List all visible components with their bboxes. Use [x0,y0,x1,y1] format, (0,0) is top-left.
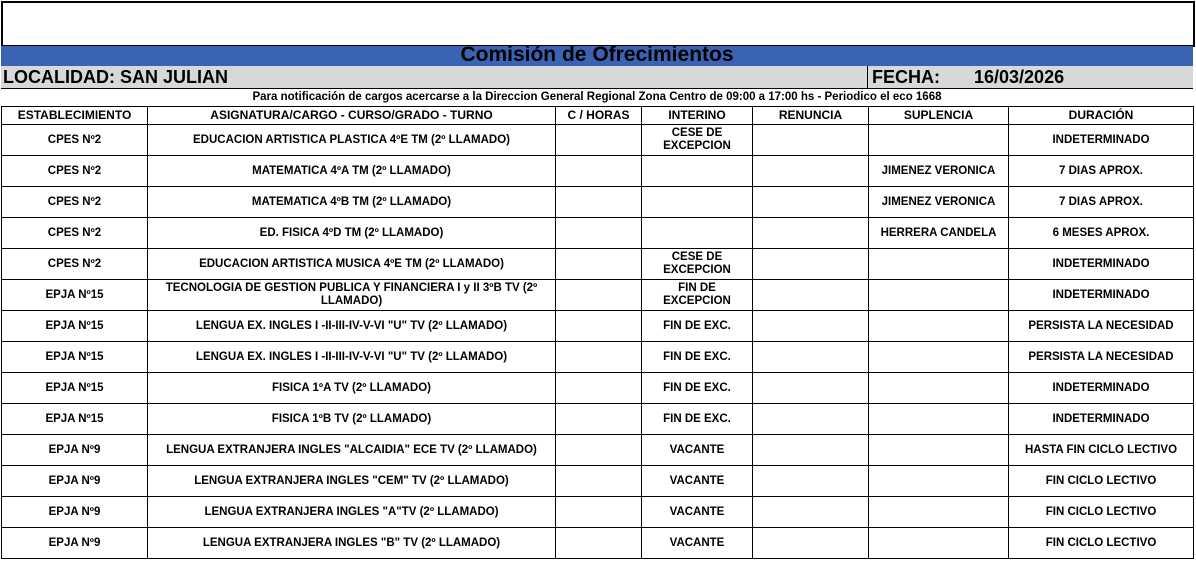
cell-duracion: PERSISTA LA NECESIDAD [1009,311,1194,342]
cell-establecimiento: EPJA Nº9 [2,497,148,528]
cell-suplencia [869,311,1009,342]
cell-interino: VACANTE [642,466,753,497]
table-row [2,342,1194,373]
col-header-renuncia: RENUNCIA [753,107,869,125]
cell-asignatura: EDUCACION ARTISTICA PLASTICA 4ºE TM (2º LLAMADO) [148,125,556,156]
cell-horas [556,373,642,404]
cell-establecimiento: EPJA Nº15 [2,280,148,311]
cell-asignatura: LENGUA EX. INGLES I -II-III-IV-V-VI "U" TV (2º LLAMADO) [148,311,556,342]
table-row [2,373,1194,404]
cell-asignatura: FISICA 1ºA TV (2º LLAMADO) [148,373,556,404]
cell-interino: CESE DE EXCEPCION [642,125,753,156]
cell-duracion: 7 DIAS APROX. [1009,187,1194,218]
cell-interino [642,156,753,187]
col-header-interino: INTERINO [642,107,753,125]
cell-suplencia [869,404,1009,435]
cell-asignatura: FISICA 1ºB TV (2º LLAMADO) [148,404,556,435]
cell-interino: FIN DE EXC. [642,373,753,404]
locality-label: LOCALIDAD: SAN JULIAN [3,67,228,87]
cell-renuncia [753,156,869,187]
cell-renuncia [753,311,869,342]
cell-duracion: FIN CICLO LECTIVO [1009,528,1194,559]
cell-asignatura: LENGUA EXTRANJERA INGLES "ALCAIDIA" ECE TV (2º LLAMADO) [148,435,556,466]
cell-duracion: INDETERMINADO [1009,125,1194,156]
cell-establecimiento: CPES Nº2 [2,249,148,280]
cell-horas [556,435,642,466]
cell-horas [556,187,642,218]
cell-horas [556,156,642,187]
cell-interino: VACANTE [642,528,753,559]
cell-duracion: 6 MESES APROX. [1009,218,1194,249]
cell-duracion: INDETERMINADO [1009,280,1194,311]
cell-interino: FIN DE EXCEPCION [642,280,753,311]
table-row [2,125,1194,156]
cell-asignatura: ED. FISICA 4ºD TM (2º LLAMADO) [148,218,556,249]
cell-asignatura: EDUCACION ARTISTICA MUSICA 4ºE TM (2º LLAMADO) [148,249,556,280]
table-row [2,435,1194,466]
cell-interino: VACANTE [642,497,753,528]
cell-renuncia [753,466,869,497]
cell-establecimiento: EPJA Nº15 [2,373,148,404]
table-row [2,280,1194,311]
cell-asignatura: LENGUA EXTRANJERA INGLES "CEM" TV (2º LLAMADO) [148,466,556,497]
cell-renuncia [753,187,869,218]
table-row [2,497,1194,528]
cell-interino [642,218,753,249]
cell-establecimiento: EPJA Nº15 [2,404,148,435]
cell-establecimiento: CPES Nº2 [2,125,148,156]
cell-horas [556,125,642,156]
cell-renuncia [753,249,869,280]
cell-horas [556,311,642,342]
cell-horas [556,528,642,559]
cell-horas [556,404,642,435]
cell-establecimiento: CPES Nº2 [2,187,148,218]
cell-horas [556,249,642,280]
cell-renuncia [753,435,869,466]
cell-interino [642,187,753,218]
cell-interino: FIN DE EXC. [642,404,753,435]
table-body [2,125,1194,559]
table-row [2,466,1194,497]
cell-duracion: 7 DIAS APROX. [1009,156,1194,187]
table-header-row [2,107,1194,125]
cell-suplencia: JIMENEZ VERONICA [869,156,1009,187]
cell-suplencia: JIMENEZ VERONICA [869,187,1009,218]
date-label: FECHA: [872,67,940,87]
cell-establecimiento: EPJA Nº9 [2,435,148,466]
cell-horas [556,497,642,528]
page-title: Comisión de Ofrecimientos [460,43,734,66]
cell-establecimiento: EPJA Nº9 [2,466,148,497]
cell-duracion: INDETERMINADO [1009,373,1194,404]
cell-duracion: PERSISTA LA NECESIDAD [1009,342,1194,373]
col-header-suplencia: SUPLENCIA [869,107,1009,125]
cell-establecimiento: EPJA Nº15 [2,311,148,342]
cell-establecimiento: CPES Nº2 [2,218,148,249]
cell-duracion: FIN CICLO LECTIVO [1009,497,1194,528]
cell-suplencia [869,528,1009,559]
cell-renuncia [753,497,869,528]
table-row [2,311,1194,342]
table-row [2,249,1194,280]
table-row [2,156,1194,187]
col-header-establecimiento: ESTABLECIMIENTO [2,107,148,125]
cell-duracion: INDETERMINADO [1009,404,1194,435]
cell-asignatura: MATEMATICA 4ºA TM (2º LLAMADO) [148,156,556,187]
cell-duracion: FIN CICLO LECTIVO [1009,466,1194,497]
cell-renuncia [753,342,869,373]
cell-suplencia [869,373,1009,404]
cell-horas [556,342,642,373]
cell-interino: FIN DE EXC. [642,342,753,373]
cell-interino: VACANTE [642,435,753,466]
offers-table [1,106,1194,559]
title-band [1,45,1193,67]
table-row [2,404,1194,435]
cell-asignatura: MATEMATICA 4ºB TM (2º LLAMADO) [148,187,556,218]
cell-suplencia [869,280,1009,311]
cell-renuncia [753,373,869,404]
cell-asignatura: TECNOLOGIA DE GESTION PUBLICA Y FINANCIERA I y II 3ºB TV (2º LLAMADO) [148,280,556,311]
col-header-asignatura: ASIGNATURA/CARGO - CURSO/GRADO - TURNO [148,107,556,125]
cell-renuncia [753,280,869,311]
cell-asignatura: LENGUA EXTRANJERA INGLES "B" TV (2º LLAMADO) [148,528,556,559]
cell-suplencia [869,466,1009,497]
date-cell [867,66,1190,88]
cell-duracion: INDETERMINADO [1009,249,1194,280]
table-row [2,187,1194,218]
notice-text: Para notificación de cargos acercarse a la Direccion General Regional Zona Centro de 09:00 a 17:00 hs - Periodico el eco 1668 [1,89,1193,107]
cell-suplencia [869,497,1009,528]
cell-establecimiento: EPJA Nº9 [2,528,148,559]
cell-interino: CESE DE EXCEPCION [642,249,753,280]
locality-row [1,66,1193,89]
cell-establecimiento: CPES Nº2 [2,156,148,187]
col-header-horas: C / HORAS [556,107,642,125]
table-row [2,218,1194,249]
cell-horas [556,218,642,249]
cell-interino: FIN DE EXC. [642,311,753,342]
table-row [2,528,1194,559]
header-blank-box [1,1,1195,47]
cell-suplencia: HERRERA CANDELA [869,218,1009,249]
cell-horas [556,280,642,311]
cell-renuncia [753,528,869,559]
cell-horas [556,466,642,497]
cell-asignatura: LENGUA EX. INGLES I -II-III-IV-V-VI "U" TV (2º LLAMADO) [148,342,556,373]
cell-duracion: HASTA FIN CICLO LECTIVO [1009,435,1194,466]
cell-suplencia [869,342,1009,373]
cell-renuncia [753,218,869,249]
col-header-duracion: DURACIÓN [1009,107,1194,125]
cell-suplencia [869,125,1009,156]
cell-renuncia [753,404,869,435]
cell-renuncia [753,125,869,156]
cell-suplencia [869,249,1009,280]
date-value: 16/03/2026 [974,67,1065,87]
cell-asignatura: LENGUA EXTRANJERA INGLES "A"TV (2º LLAMADO) [148,497,556,528]
cell-establecimiento: EPJA Nº15 [2,342,148,373]
cell-suplencia [869,435,1009,466]
